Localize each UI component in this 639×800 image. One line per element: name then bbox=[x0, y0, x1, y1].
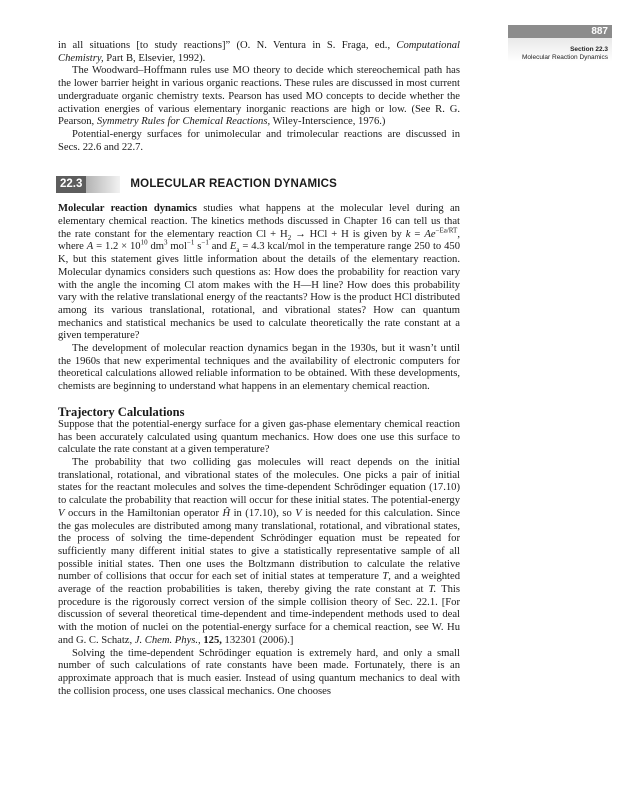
intro-paragraph-surfaces: Potential-energy surfaces for unimolecular and trimolecular reactions are discussed in Secs. 22.6 and 22.7. bbox=[58, 128, 460, 153]
main-text-column bbox=[58, 40, 460, 698]
running-head-title: Molecular Reaction Dynamics bbox=[522, 54, 608, 61]
mrd-paragraph-1: Molecular reaction dynamics studies what happens at the molecular level during an elementary chemical reaction. The kinetics methods discussed in Chapter 16 can tell us that the rate constant for the elementary reaction $Cl + H_2$ → HCl + H is given by $k = Ae^{-Ea/RT}$, where $A = 1.2 \times 10^{10}$ $dm^3$ mol$^{-1}$ $s^{-1}$ and $E_a = 4.3$ kcal/mol in the temperature range 250 to 450 K, but this statement gives little information about the details of the elementary reaction. Molecular dynamics considers such questions as: How does the probability for reaction vary with the angle the incoming Cl atom makes with the H—H line? How does this probability vary with the relative translational energy of the reactants? How is the product HCl distributed among its various translational, rotational, and vibrational states? How can quantum mechanics and statistical mechanics be used to calculate theoretically the rate constant at a given temperature? bbox=[58, 203, 460, 342]
page-number: 887 bbox=[508, 25, 612, 38]
section-number: 22.3 bbox=[56, 176, 86, 193]
running-head-section: Section 22.3 bbox=[570, 46, 608, 53]
trajectory-paragraph-3: Solving the time-dependent Schrödinger equation is extremely hard, and only a small number of such calculations of rate constants have been made. Fortunately, there is an approximate approach that is much easier. Instead of using quantum mechanics to deal with the collision process, one uses classical mechanics. One chooses bbox=[58, 647, 460, 697]
subsection-heading: Trajectory Calculations bbox=[58, 404, 185, 419]
section-bar bbox=[86, 176, 120, 193]
running-head bbox=[505, 46, 608, 62]
intro-paragraph-woodward: The Woodward–Hoffmann rules use MO theory to decide which stereochemical path has the lower barrier height in various organic reactions. These rules are discussed in most current undergraduate organic chemistry texts. Pearson has used MO concepts to decide whether the activation energies of various elementary inorganic reactions are high or low. (See R. G. Pearson, Symmetry Rules for Chemical Reactions, Wiley-Interscience, 1976.) bbox=[58, 65, 460, 128]
intro-continuation: in all situations [to study reactions]” (O. N. Ventura in S. Fraga, ed., Computational Chemistry, Part B, Elsevier, 1992). bbox=[58, 40, 460, 64]
section-title: MOLECULAR REACTION DYNAMICS bbox=[130, 178, 338, 191]
mrd-paragraph-2: The development of molecular reaction dynamics began in the 1930s, but it wasn’t until the 1960s that new experimental techniques and the availability of electronic computers for theoretical calculations allowed reliable information to be obtained. With these developments, chemists are beginning to understand what happens in an elementary chemical reaction. bbox=[58, 343, 460, 393]
section-banner bbox=[56, 176, 460, 193]
trajectory-paragraph-2: The probability that two colliding gas molecules will react depends on the initial translational, rotational, and vibrational states of the molecules. One picks a pair of initial states for the reactant molecules and solves the time-dependent Schrödinger equation (17.10) to calculate the probability that reaction will occur for these initial states. The potential-energy V occurs in the Hamiltonian operator Ĥ in (17.10), so V is needed for this calculation. Since the gas molecules are distributed among many translational, rotational, and vibrational states, the process of solving the time-dependent Schrödinger equation must be repeated for sufficiently many different initial states to give a statistically representative sample of all possible initial states. Then one uses the Boltzmann distribution to calculate the relative number of collisions that occur for each set of initial states at temperature T, and a weighted average of the reaction probabilities is taken, thereby giving the rate constant at T. This procedure is the rigorously correct version of the simple collision theory of Sec. 22.1. [For discussion of several theoretical time-dependent and time-independent methods used to deal with the motion of nuclei on the potential-energy surface for a chemical reaction, see W. Hu and G. C. Schatz, J. Chem. Phys., 125, 132301 (2006).] bbox=[58, 456, 460, 646]
trajectory-paragraph-1: Suppose that the potential-energy surface for a given gas-phase elementary chemical reaction has been accurately calculated using quantum mechanics. How does one use this surface to calculate the rate constant at a given temperature? bbox=[58, 418, 460, 456]
